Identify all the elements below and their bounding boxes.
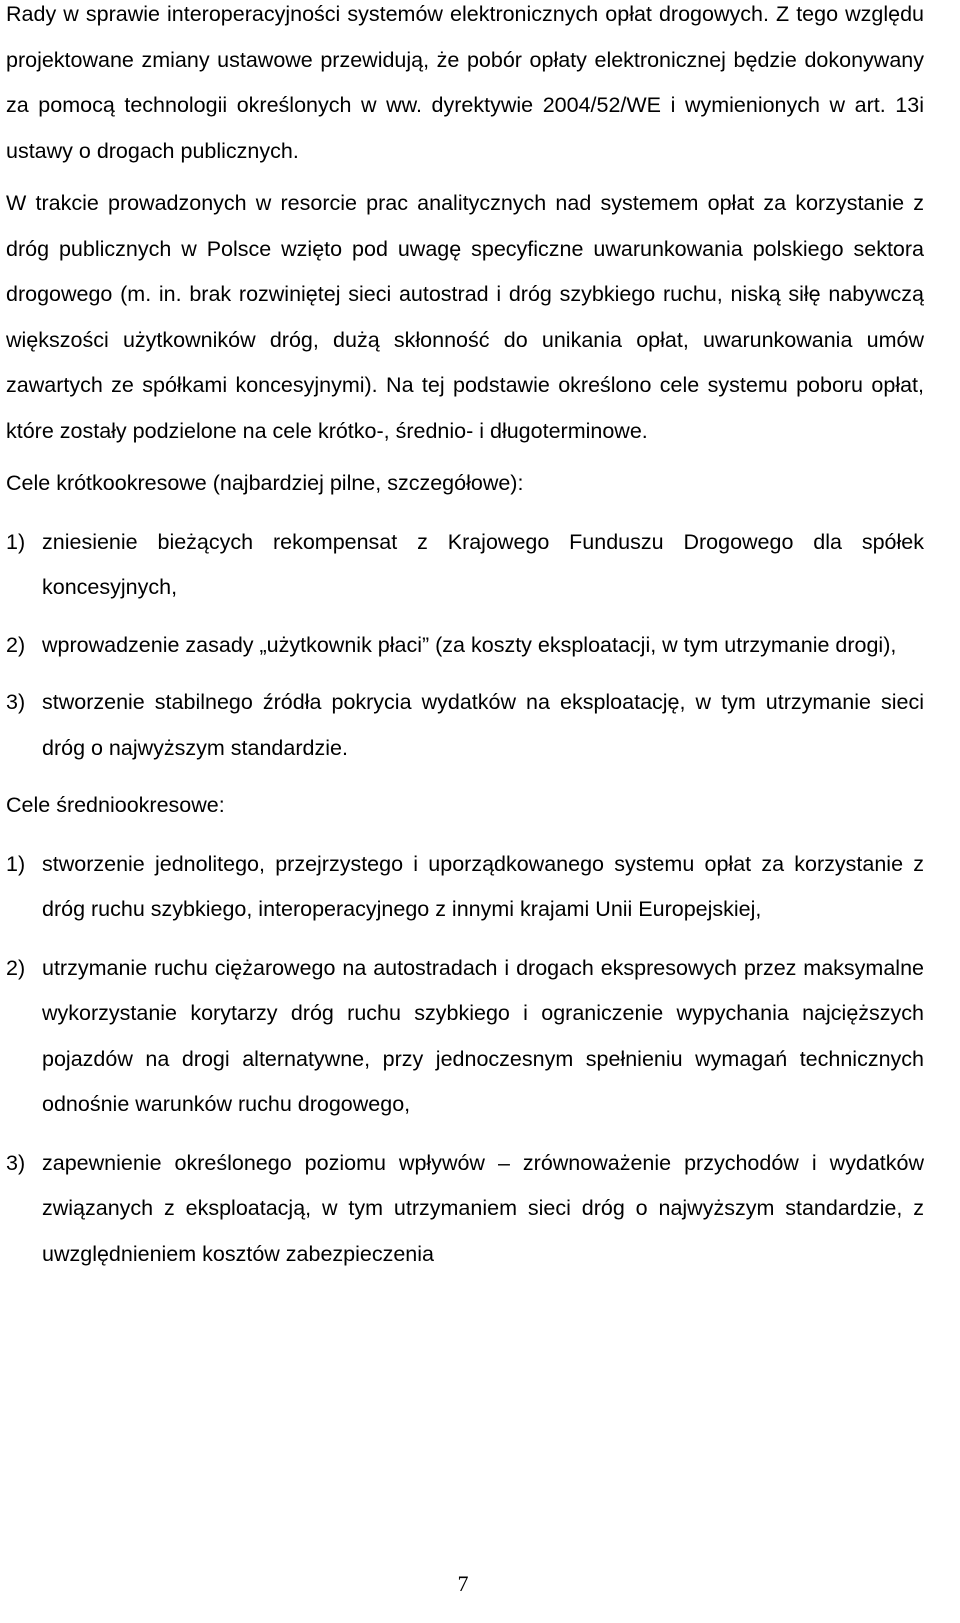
list-item	[6, 1141, 924, 1278]
list-item-number: 3)	[6, 1150, 26, 1175]
list-item-number: 2)	[6, 632, 26, 657]
list-item	[6, 623, 924, 669]
list-item-text: utrzymanie ruchu ciężarowego na autostradach i drogach ekspresowych przez maksymalne wykorzystanie korytarzy dróg ruchu szybkiego i ograniczenie wypychania najcięższych pojazdów na drogi alternatywne, przy jednoczesnym spełnieniu wymagań technicznych odnośnie warunków ruchu drogowego,	[42, 955, 924, 1116]
list-item	[6, 842, 924, 933]
document-page	[6, 0, 924, 1290]
short-term-goals-heading: Cele krótkookresowe (najbardziej pilne, szczegółowe):	[6, 471, 524, 495]
list-item-number: 1)	[6, 851, 26, 876]
mid-term-goals-heading: Cele średniookresowe:	[6, 793, 225, 817]
page-number: 7	[457, 1571, 469, 1596]
list-item-number: 2)	[6, 955, 26, 980]
list-item-text: zniesienie bieżących rekompensat z Krajowego Funduszu Drogowego dla spółek koncesyjnych,	[42, 529, 924, 599]
short-term-goals-list	[6, 520, 924, 772]
list-item	[6, 520, 924, 611]
list-item	[6, 946, 924, 1128]
list-item-text: stworzenie stabilnego źródła pokrycia wydatków na eksploatację, w tym utrzymanie sieci dróg o najwyższym standardzie.	[42, 690, 924, 760]
analysis-paragraph: W trakcie prowadzonych w resorcie prac analitycznych nad systemem opłat za korzystanie z dróg publicznych w Polsce wzięto pod uwagę specyficzne uwarunkowania polskiego sektora drogowego (m. in. brak rozwiniętej sieci autostrad i dróg szybkiego ruchu, niską siłę nabywczą większości użytkowników dróg, dużą skłonność do unikania opłat, uwarunkowania umów zawartych ze spółkami koncesyjnymi). Na tej podstawie określono cele systemu poboru opłat, które zostały podzielone na cele krótko-, średnio- i długoterminowe.	[6, 191, 924, 443]
list-item-number: 1)	[6, 529, 26, 554]
list-item-text: zapewnienie określonego poziomu wpływów – zrównoważenie przychodów i wydatków związanych z eksploatacją, w tym utrzymaniem sieci dróg o najwyższym standardzie, z uwzględnieniem kosztów zabezpieczenia	[42, 1150, 924, 1266]
intro-paragraph: Rady w sprawie interoperacyjności systemów elektronicznych opłat drogowych. Z tego względu projektowane zmiany ustawowe przewidują, że pobór opłaty elektronicznej będzie dokonywany za pomocą technologii określonych w ww. dyrektywie 2004/52/WE i wymienionych w art. 13i ustawy o drogach publicznych.	[6, 2, 924, 163]
mid-term-goals-list	[6, 842, 924, 1278]
list-item-text: wprowadzenie zasady „użytkownik płaci” (za koszty eksploatacji, w tym utrzymanie drogi),	[42, 632, 897, 657]
list-item-text: stworzenie jednolitego, przejrzystego i uporządkowanego systemu opłat za korzystanie z dróg ruchu szybkiego, interoperacyjnego z innymi krajami Unii Europejskiej,	[42, 851, 924, 921]
list-item	[6, 680, 924, 771]
list-item-number: 3)	[6, 690, 26, 714]
